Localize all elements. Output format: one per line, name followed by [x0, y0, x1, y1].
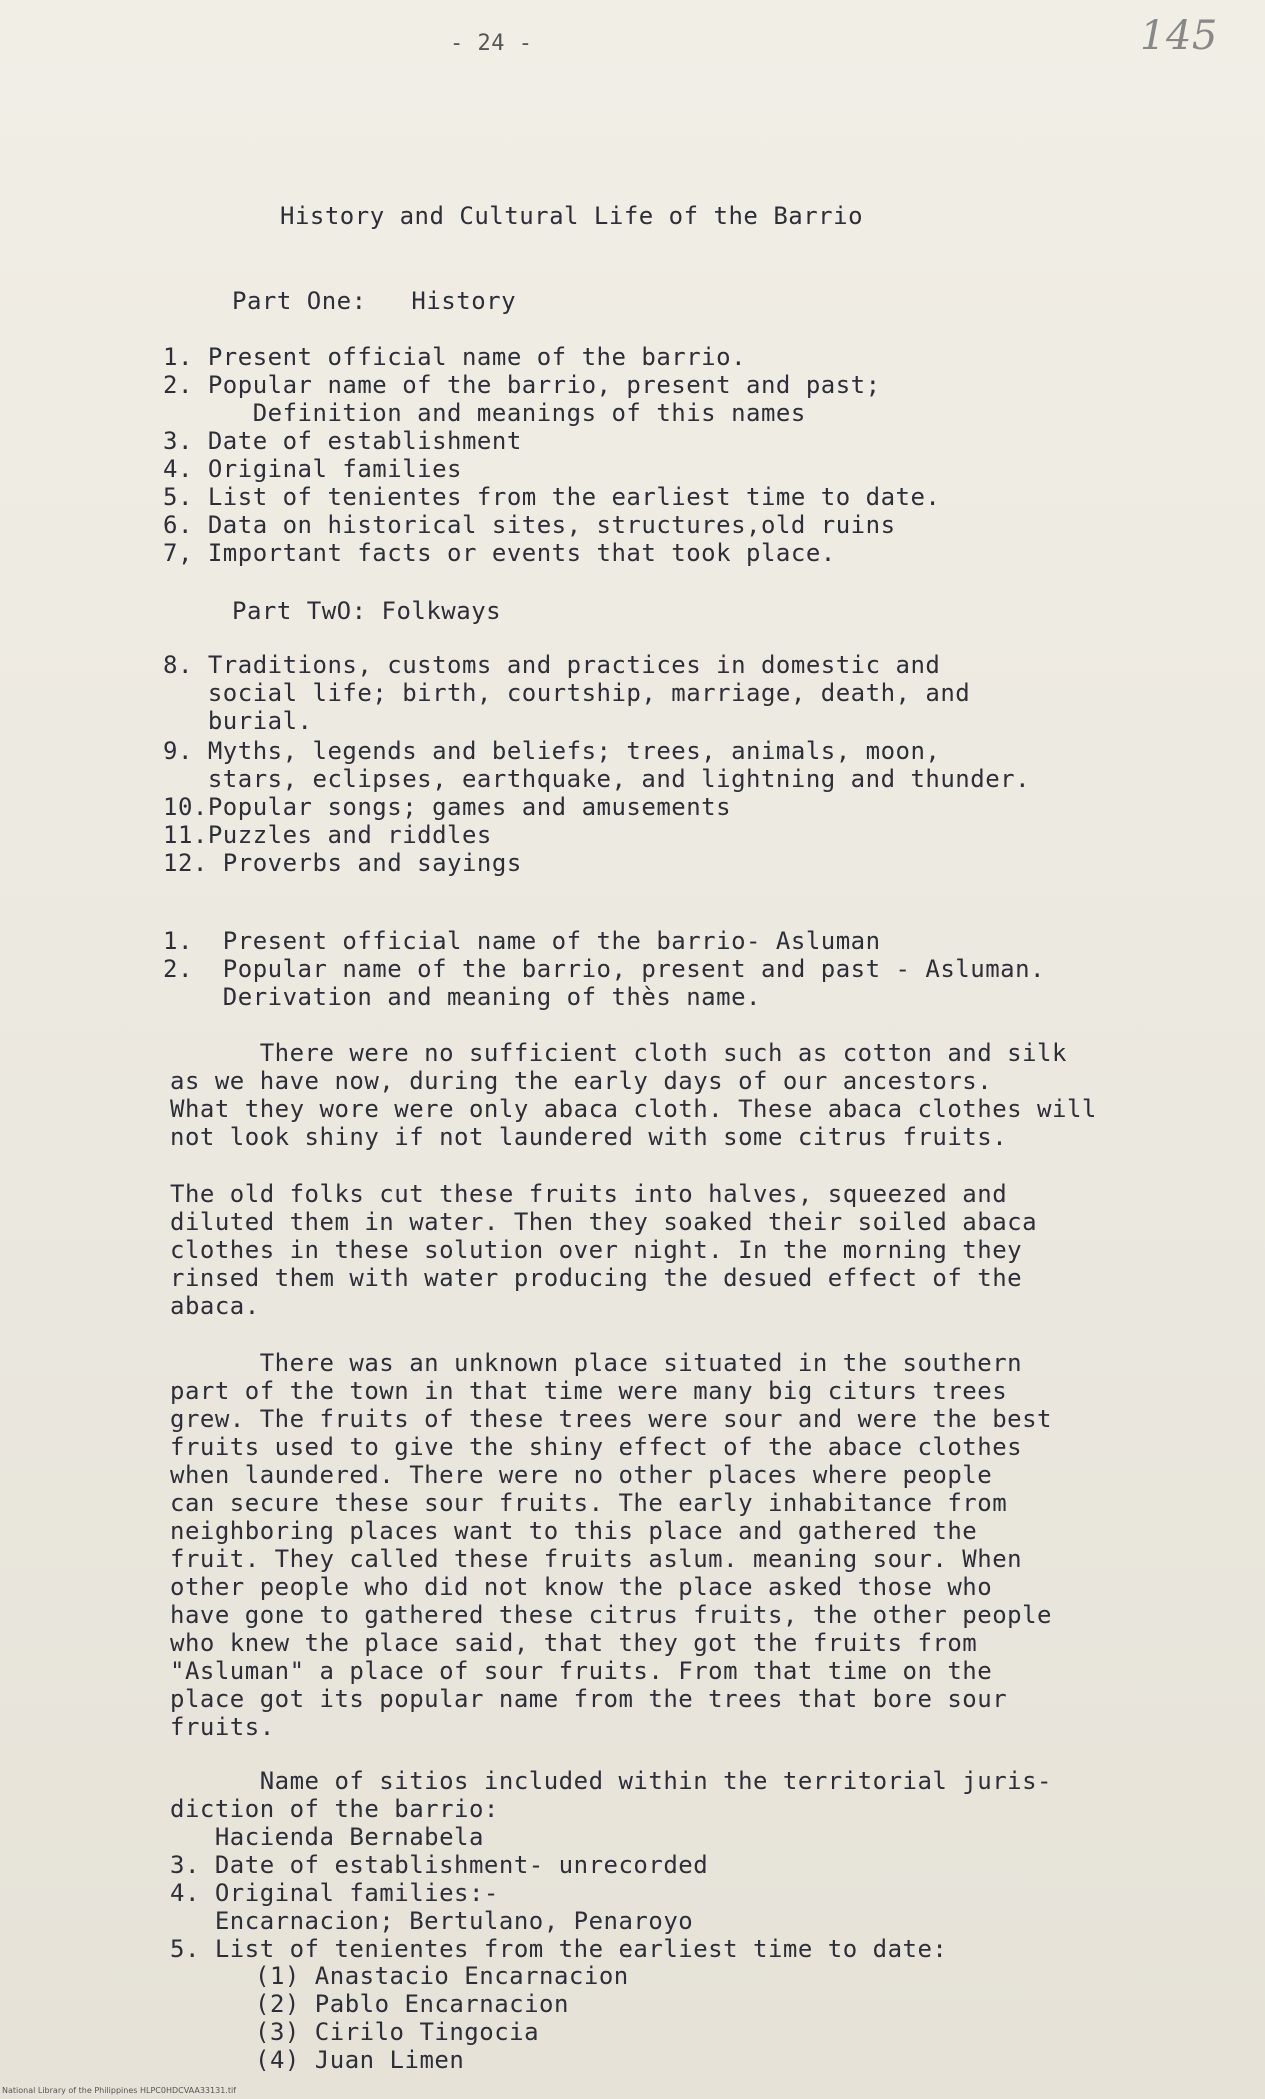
- paragraph-line: "Asluman" a place of sour fruits. From that time on the: [170, 1657, 993, 1685]
- part-one-item: 7, Important facts or events that took place.: [163, 539, 836, 567]
- part-one-item: 5. List of tenientes from the earliest time to date.: [163, 483, 941, 511]
- part-one-item: 2. Popular name of the barrio, present and past;: [163, 371, 881, 399]
- paragraph-line: fruits.: [170, 1713, 275, 1741]
- part-two-heading: Part TwO: Folkways: [232, 597, 502, 625]
- paragraph-line: have gone to gathered these citrus fruits, the other people: [170, 1601, 1053, 1629]
- paragraph-line: not look shiny if not laundered with some citrus fruits.: [170, 1123, 1008, 1151]
- teniente-item: (1) Anastacio Encarnacion: [255, 1962, 629, 1990]
- document-title: History and Cultural Life of the Barrio: [280, 202, 864, 230]
- part-one-item: 3. Date of establishment: [163, 427, 522, 455]
- teniente-item: (2) Pablo Encarnacion: [255, 1990, 569, 2018]
- part-two-item: 12. Proverbs and sayings: [163, 849, 522, 877]
- paragraph-line: There was an unknown place situated in the southern: [170, 1349, 1023, 1377]
- paragraph-line: part of the town in that time were many big citurs trees: [170, 1377, 1008, 1405]
- sitios-line: diction of the barrio:: [170, 1795, 499, 1823]
- handwritten-page-number: 145: [1140, 13, 1218, 59]
- part-one-item: Definition and meanings of this names: [163, 399, 806, 427]
- paragraph-line: place got its popular name from the trees that bore sour: [170, 1685, 1008, 1713]
- paragraph-line: other people who did not know the place asked those who: [170, 1573, 993, 1601]
- establishment-line: 4. Original families:-: [170, 1879, 499, 1907]
- part-two-item: 9. Myths, legends and beliefs; trees, animals, moon,: [163, 737, 941, 765]
- establishment-line: 5. List of tenientes from the earliest time to date:: [170, 1935, 948, 1963]
- part-two-item: 10.Popular songs; games and amusements: [163, 793, 732, 821]
- page-number: - 24 -: [450, 31, 533, 56]
- answer-line: Derivation and meaning of thès name.: [163, 983, 761, 1011]
- paragraph-line: when laundered. There were no other places where people: [170, 1461, 993, 1489]
- establishment-line: 3. Date of establishment- unrecorded: [170, 1851, 709, 1879]
- part-two-item: stars, eclipses, earthquake, and lightning and thunder.: [163, 765, 1031, 793]
- establishment-line: Encarnacion; Bertulano, Penaroyo: [170, 1907, 694, 1935]
- paragraph-line: neighboring places want to this place and gathered the: [170, 1517, 978, 1545]
- paragraph-line: There were no sufficient cloth such as cotton and silk: [170, 1039, 1067, 1067]
- paragraph-line: can secure these sour fruits. The early inhabitance from: [170, 1489, 1008, 1517]
- paragraph-line: The old folks cut these fruits into halves, squeezed and: [170, 1180, 1008, 1208]
- paragraph-line: as we have now, during the early days of our ancestors.: [170, 1067, 993, 1095]
- part-one-item: 1. Present official name of the barrio.: [163, 343, 747, 371]
- paragraph-line: diluted them in water. Then they soaked their soiled abaca: [170, 1208, 1038, 1236]
- sitios-line: Hacienda Bernabela: [170, 1823, 484, 1851]
- part-two-item: 8. Traditions, customs and practices in domestic and: [163, 651, 941, 679]
- part-one-heading: Part One: History: [232, 287, 517, 315]
- sitios-line: Name of sitios included within the territorial juris-: [170, 1767, 1053, 1795]
- paragraph-line: fruits used to give the shiny effect of the abace clothes: [170, 1433, 1023, 1461]
- teniente-item: (4) Juan Limen: [255, 2046, 465, 2074]
- part-two-item: social life; birth, courtship, marriage, death, and: [163, 679, 971, 707]
- paragraph-line: who knew the place said, that they got the fruits from: [170, 1629, 978, 1657]
- paragraph-line: rinsed them with water producing the desued effect of the: [170, 1264, 1023, 1292]
- scan-footer: National Library of the Philippines HLPC0HDCVAA33131.tif: [2, 2086, 236, 2095]
- part-two-item: 11.Puzzles and riddles: [163, 821, 492, 849]
- part-two-item: burial.: [163, 707, 313, 735]
- teniente-item: (3) Cirilo Tingocia: [255, 2018, 540, 2046]
- answer-line: 1. Present official name of the barrio- Asluman: [163, 927, 881, 955]
- part-one-item: 6. Data on historical sites, structures,old ruins: [163, 511, 896, 539]
- paragraph-line: grew. The fruits of these trees were sour and were the best: [170, 1405, 1053, 1433]
- paragraph-line: clothes in these solution over night. In the morning they: [170, 1236, 1023, 1264]
- paragraph-line: abaca.: [170, 1292, 260, 1320]
- paragraph-line: What they wore were only abaca cloth. These abaca clothes will: [170, 1095, 1097, 1123]
- part-one-item: 4. Original families: [163, 455, 462, 483]
- paragraph-line: fruit. They called these fruits aslum. meaning sour. When: [170, 1545, 1023, 1573]
- answer-line: 2. Popular name of the barrio, present and past - Asluman.: [163, 955, 1046, 983]
